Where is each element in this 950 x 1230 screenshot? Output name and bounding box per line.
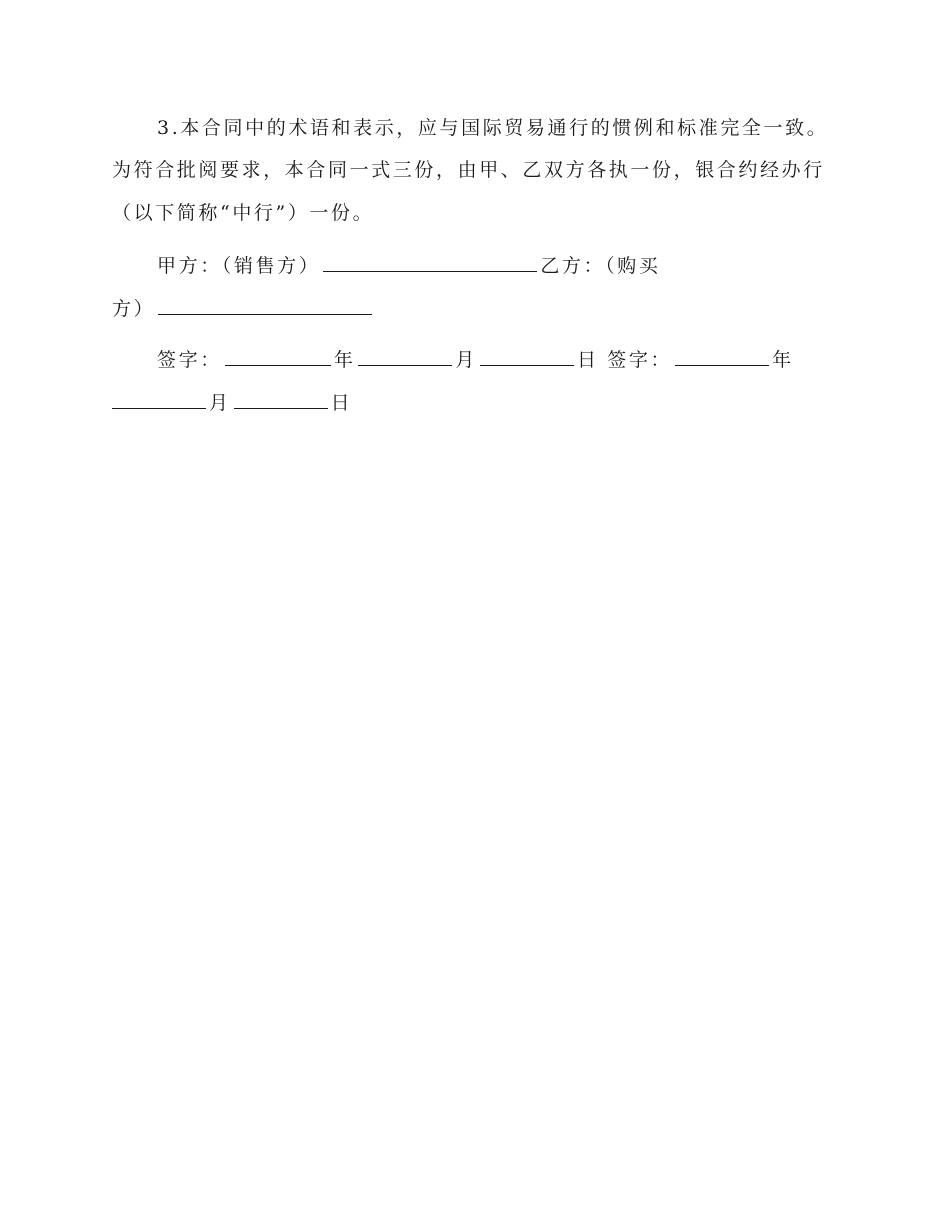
year-label-b: 年 [772,349,794,371]
month-label-b: 月 [209,392,231,414]
day-b-blank[interactable] [234,390,328,409]
sign-label-b: 签字： [607,349,673,371]
sign-label-a: 签字： [157,349,222,371]
sign-a-blank[interactable] [225,347,331,366]
clause-line-2 [112,158,825,182]
signature-line-2 [112,390,352,415]
party-a-label: 甲方：（销售方） [157,255,321,277]
clause-line-1 [157,116,828,140]
month-a-blank[interactable] [358,347,452,366]
party-b-blank[interactable] [158,296,372,315]
parties-line-1 [157,253,660,278]
sign-b-blank[interactable] [675,347,769,366]
clause-text-1: 3.本合同中的术语和表示，应与国际贸易通行的惯例和标准完全一致。 [157,117,829,139]
year-label-a: 年 [333,349,356,371]
day-a-blank[interactable] [480,347,574,366]
day-label-b: 日 [330,392,353,414]
month-b-blank[interactable] [112,390,206,409]
party-a-blank[interactable] [323,253,537,272]
party-b-label-cont: 方） [112,298,156,320]
clause-text-3: （以下简称“中行”）一份。 [112,202,375,224]
parties-line-2 [112,296,375,321]
day-label-a: 日 [577,349,599,371]
clause-text-2: 为符合批阅要求，本合同一式三份，由甲、乙双方各执一份，银合约经办行 [112,159,825,181]
party-b-label: 乙方：（购买 [540,255,661,277]
clause-line-3 [112,201,374,225]
month-label-a: 月 [455,349,478,371]
signature-line-1 [157,347,794,372]
